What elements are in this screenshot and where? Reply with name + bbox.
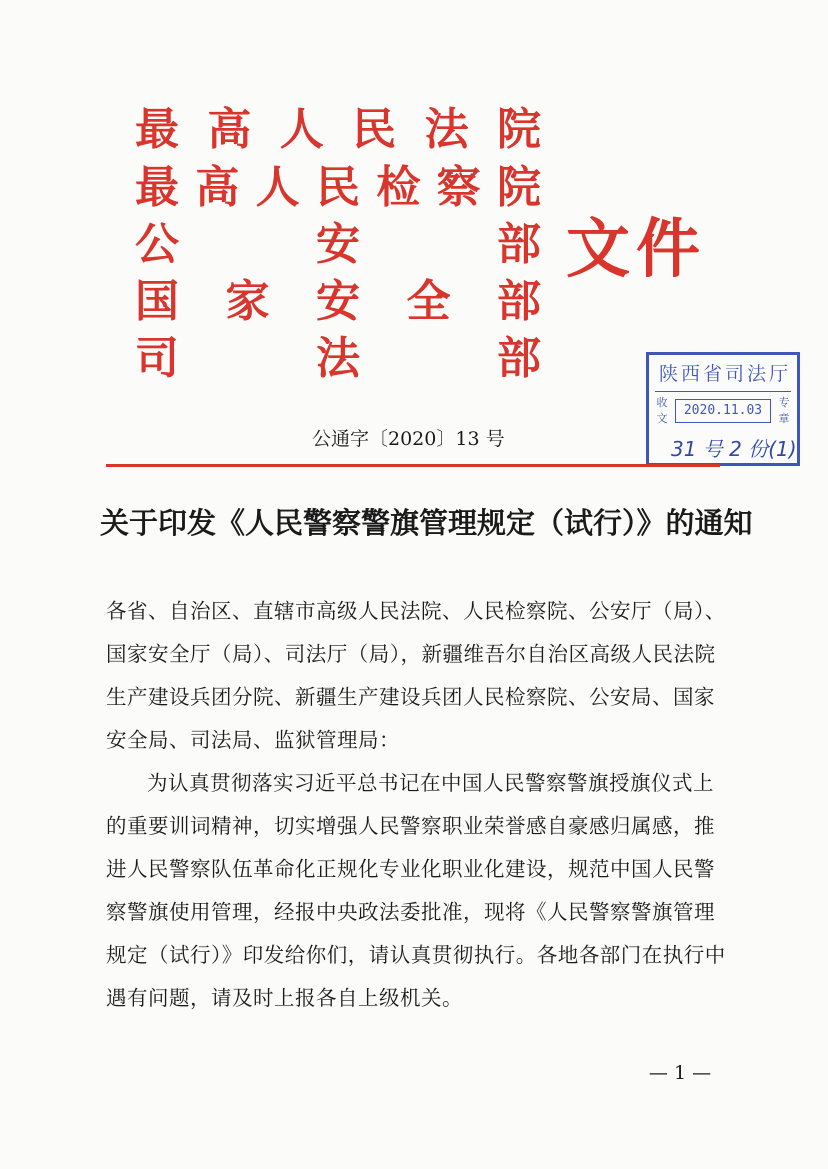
org-public-security: 公 安 部 bbox=[135, 219, 541, 270]
header-divider bbox=[106, 464, 720, 467]
stamp-handwritten-number: 31 号 2 份(1) bbox=[671, 437, 797, 461]
recipients-paragraph: 各省、自治区、直辖市高级人民法院、人民检察院、公安厅（局）、国家安全厅（局）、司法厅（局），新疆维吾尔自治区高级人民法院生产建设兵团分院、新疆生产建设兵团人民检察院、公安局、国家安全局、司法局、监狱管理局： bbox=[106, 599, 726, 752]
receipt-stamp bbox=[646, 352, 800, 466]
stamp-date: 2020.11.03 bbox=[675, 399, 771, 423]
document-title: 关于印发《人民警察警旗管理规定（试行）》的通知 bbox=[100, 506, 753, 540]
document-body bbox=[106, 590, 726, 1020]
org-justice: 司 法 部 bbox=[135, 333, 541, 384]
org-state-security: 国 家 安 全 部 bbox=[135, 276, 541, 327]
stamp-divider bbox=[655, 391, 791, 392]
stamp-right-label: 专章 bbox=[778, 396, 790, 425]
document-label: 文件 bbox=[566, 213, 706, 287]
org-supreme-procuratorate: 最 高 人 民 检 察 院 bbox=[135, 162, 541, 213]
body-paragraph: 为认真贯彻落实习近平总书记在中国人民警察警旗授旗仪式上的重要训词精神，切实增强人民警察职业荣誉感自豪感归属感，推进人民警察队伍革命化正规化专业化职业化建设，规范中国人民警察警旗使用管理，经报中央政法委批准，现将《人民警察警旗管理规定（试行）》印发给你们，请认真贯彻执行。各地各部门在执行中遇有问题，请及时上报各自上级机关。 bbox=[106, 771, 726, 1010]
document-number: 公通字〔2020〕13 号 bbox=[312, 428, 505, 450]
org-supreme-court: 最 高 人 民 法 院 bbox=[135, 104, 541, 155]
stamp-title: 陕西省司法厅 bbox=[658, 363, 791, 385]
page-number: — 1 — bbox=[648, 1062, 712, 1084]
stamp-left-label: 收文 bbox=[656, 396, 668, 425]
